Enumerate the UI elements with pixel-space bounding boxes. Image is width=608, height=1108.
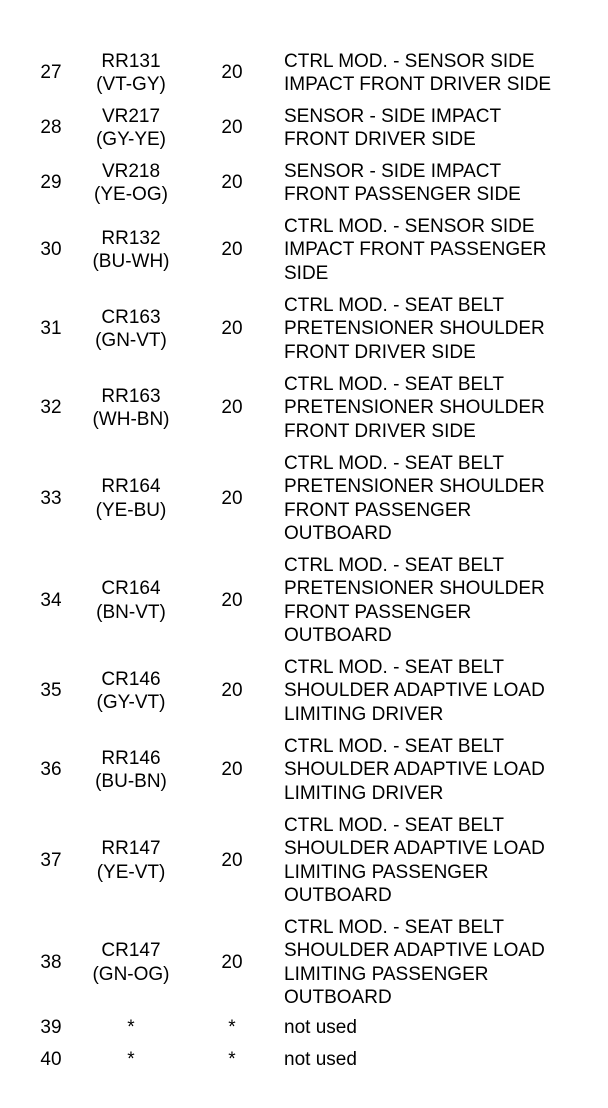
wire-color: (GY-VT) [96,692,166,713]
circuit-code: RR131 [101,50,161,72]
pin-number: 30 [40,239,62,261]
circuit-cell [76,1048,186,1072]
circuit-cell [76,915,186,1010]
circuit-code: CR164 [101,578,161,600]
pin-number: 39 [40,1017,62,1039]
wire-gauge: 20 [221,318,243,340]
circuit-code: CR163 [101,306,161,328]
circuit-cell [76,159,186,207]
circuit-cell [76,104,186,152]
circuit-function: CTRL MOD. - SEAT BELT SHOULDER ADAPTIVE LOAD LIMITING PASSENGER OUTBOARD [284,814,545,906]
circuit-function: SENSOR - SIDE IMPACT FRONT PASSENGER SIDE [284,160,521,205]
circuit-function: SENSOR - SIDE IMPACT FRONT DRIVER SIDE [284,105,502,150]
circuit-cell [76,553,186,648]
wire-color: (BU-BN) [95,771,167,792]
wire-color: (GY-YE) [95,129,167,150]
wire-color: (GN-VT) [95,330,167,351]
table-row [0,372,608,444]
circuit-cell [76,49,186,97]
wire-gauge: 20 [221,589,243,611]
table-row [0,1048,608,1072]
wire-gauge: 20 [221,62,243,84]
circuit-cell [76,372,186,444]
wire-color: (GN-OG) [92,963,170,985]
table-row [0,214,608,286]
circuit-code: * [127,1017,135,1039]
table-row [0,49,608,97]
pin-number: 34 [40,589,62,611]
circuit-code: RR163 [101,385,161,407]
circuit-code: VR218 [101,160,161,182]
circuit-function: CTRL MOD. - SEAT BELT PRETENSIONER SHOULDER FRONT DRIVER SIDE [284,294,545,363]
circuit-function: CTRL MOD. - SENSOR SIDE IMPACT FRONT PASSENGER SIDE [284,215,547,284]
table-row [0,553,608,648]
wire-gauge: * [228,1017,236,1039]
wire-gauge: * [228,1049,236,1071]
circuit-function: not used [284,1017,357,1039]
pin-number: 38 [40,951,62,973]
wire-gauge: 20 [221,239,243,261]
table-row [0,1016,608,1040]
pin-number: 27 [40,62,62,84]
wire-gauge: 20 [221,172,243,194]
wire-gauge: 20 [221,759,243,781]
circuit-function: CTRL MOD. - SEAT BELT SHOULDER ADAPTIVE LOAD LIMITING PASSENGER OUTBOARD [284,916,545,1008]
table-row [0,655,608,727]
pin-number: 33 [40,487,62,509]
table-row [0,159,608,207]
pin-number: 35 [40,680,62,702]
wire-gauge: 20 [221,117,243,139]
pin-number: 31 [40,318,62,340]
table-row [0,293,608,365]
wire-color: (YE-VT) [96,861,166,883]
table-row [0,734,608,806]
circuit-cell [76,655,186,727]
wire-gauge: 20 [221,487,243,509]
wire-gauge: 20 [221,849,243,871]
circuit-cell [76,293,186,365]
circuit-cell [76,451,186,546]
pin-number: 37 [40,849,62,871]
circuit-cell [76,813,186,908]
circuit-code: * [127,1049,135,1071]
wire-color: (WH-BN) [92,409,170,430]
circuit-function: CTRL MOD. - SEAT BELT SHOULDER ADAPTIVE LOAD LIMITING DRIVER [284,656,545,725]
table-row [0,915,608,1010]
circuit-function: CTRL MOD. - SEAT BELT PRETENSIONER SHOULDER FRONT DRIVER SIDE [284,373,545,442]
circuit-function: CTRL MOD. - SEAT BELT PRETENSIONER SHOULDER FRONT PASSENGER OUTBOARD [284,452,545,544]
wire-gauge: 20 [221,680,243,702]
circuit-function: CTRL MOD. - SEAT BELT SHOULDER ADAPTIVE LOAD LIMITING DRIVER [284,735,545,804]
circuit-code: VR217 [101,105,161,127]
wire-color: (BU-WH) [92,251,170,272]
pin-number: 40 [40,1049,62,1071]
circuit-cell [76,214,186,286]
circuit-cell [76,734,186,806]
circuit-cell [76,1016,186,1040]
table-row [0,451,608,546]
circuit-code: CR147 [101,940,161,962]
circuit-code: CR146 [101,668,161,690]
circuit-function: CTRL MOD. - SEAT BELT PRETENSIONER SHOULDER FRONT PASSENGER OUTBOARD [284,554,545,646]
circuit-code: RR147 [101,838,161,860]
circuit-code: RR146 [101,747,161,769]
wire-color: (YE-OG) [94,184,168,205]
pin-number: 28 [40,117,62,139]
table-row [0,813,608,908]
circuit-code: RR164 [101,476,161,498]
circuit-function: CTRL MOD. - SENSOR SIDE IMPACT FRONT DRIVER SIDE [284,50,552,95]
circuit-code: RR132 [101,227,161,249]
wire-gauge: 20 [221,951,243,973]
wire-color: (BN-VT) [96,601,166,623]
wire-gauge: 20 [221,397,243,419]
table-row [0,104,608,152]
pin-number: 36 [40,759,62,781]
wire-color: (YE-BU) [95,499,167,521]
circuit-function: not used [284,1049,357,1071]
pin-number: 32 [40,397,62,419]
wire-color: (VT-GY) [96,74,166,95]
pin-number: 29 [40,172,62,194]
